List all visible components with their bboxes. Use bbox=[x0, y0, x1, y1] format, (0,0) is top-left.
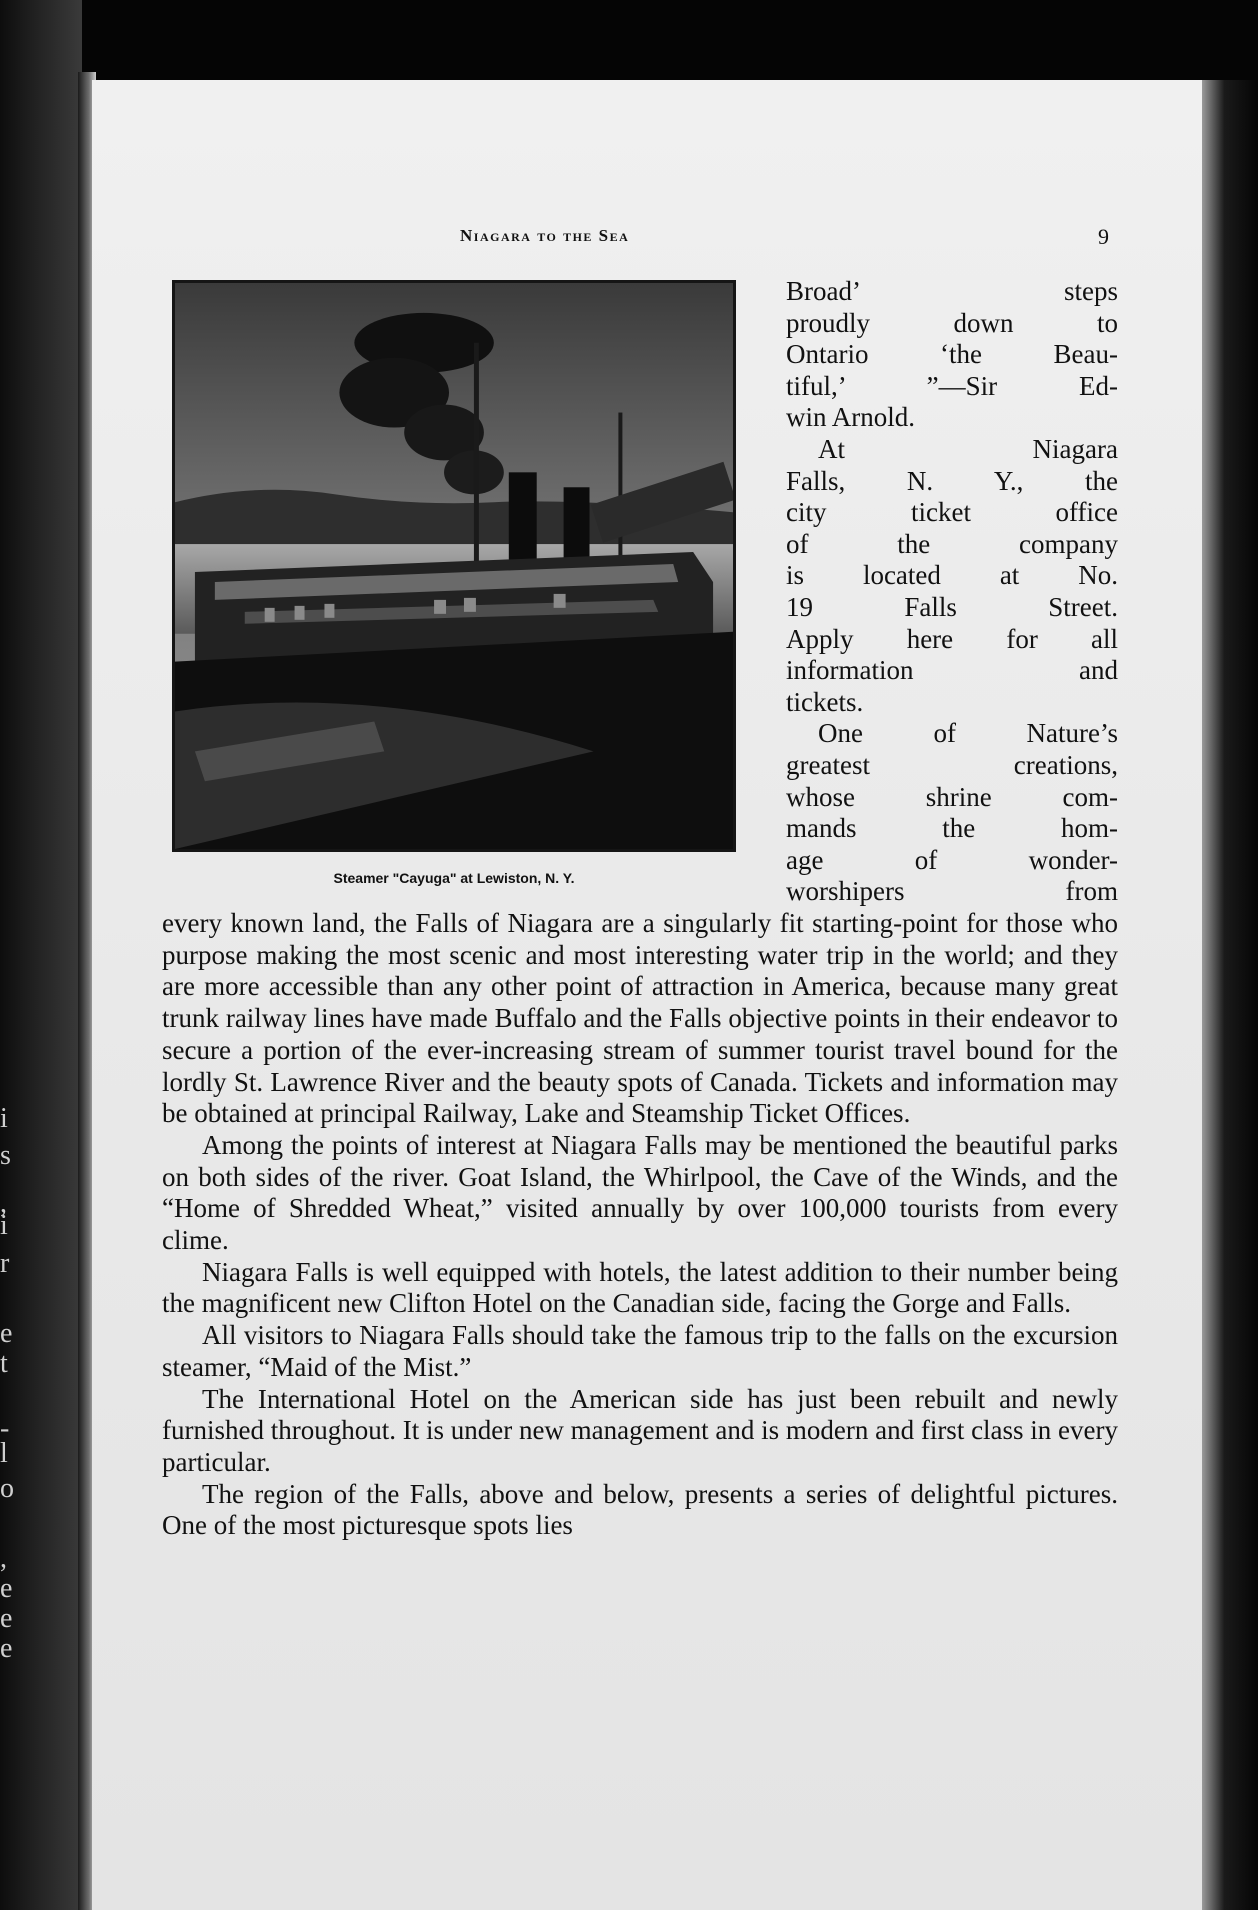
side-line: At Niagara bbox=[818, 433, 1118, 464]
facing-page-fragment: o bbox=[0, 1473, 14, 1504]
side-line: Apply here for all bbox=[786, 623, 1118, 654]
side-line: of the company bbox=[786, 528, 1118, 559]
paragraph: The region of the Falls, above and below, presents a series of delightful pictures. One of the most picturesque spots lies bbox=[162, 1478, 1118, 1541]
side-line: 19 Falls Street. bbox=[786, 591, 1118, 622]
facing-page-fragment: i bbox=[0, 1103, 8, 1134]
side-line: mands the hom- bbox=[786, 813, 1118, 844]
book-page bbox=[92, 80, 1202, 1910]
side-line: Falls, N. Y., the bbox=[786, 465, 1118, 496]
paragraph: every known land, the Falls of Niagara are a singularly fit starting-point for those who purpose making the most scenic and most interesting water trip in the world; and they are more accessible than any other point of attraction in America, because many great trunk railway lines have made Buffalo and the Falls objective points in their endeavor to secure a portion of the ever-increasing stream of summer tourist travel bound for the lordly St. Lawrence River and the beauty spots of Canada. Tickets and information may be obtained at principal Railway, Lake and Steamship Ticket Offices. bbox=[162, 908, 1118, 1129]
side-line: tiful,’ ”—Sir Ed- bbox=[786, 370, 1118, 401]
page-number: 9 bbox=[1098, 224, 1109, 249]
facing-page-fragment: , bbox=[0, 1543, 7, 1574]
facing-page-fragment: e bbox=[0, 1573, 13, 1604]
facing-page-fragment: l bbox=[0, 1438, 8, 1469]
side-line: city ticket office bbox=[786, 497, 1118, 528]
side-line: greatest creations, bbox=[786, 749, 1118, 780]
side-line: Ontario ‘the Beau- bbox=[786, 339, 1118, 370]
paragraph: Among the points of interest at Niagara Falls may be mentioned the beautiful parks on both sides of the river. Goat Island, the Whirlpool, the Cave of the Winds, and the “Home of Shredded Wheat,” visited annually by over 100,000 tourists from every clime. bbox=[162, 1129, 1118, 1256]
side-column bbox=[786, 276, 1118, 908]
steamer-photo bbox=[172, 280, 736, 852]
facing-page-fragment: r bbox=[0, 1248, 10, 1279]
facing-page-fragment: s bbox=[0, 1140, 11, 1171]
side-line: age of wonder- bbox=[786, 844, 1118, 875]
main-text bbox=[162, 908, 1118, 1542]
side-line: information and bbox=[786, 655, 1118, 686]
facing-page-fragment: - bbox=[0, 1413, 10, 1444]
facing-page-fragment: , bbox=[0, 1188, 7, 1219]
side-line: proudly down to bbox=[786, 307, 1118, 338]
page-right-edge bbox=[1202, 80, 1258, 1910]
facing-page-fragment: e bbox=[0, 1603, 13, 1634]
paragraph: Niagara Falls is well equipped with hotels, the latest addition to their number being the magnificent new Clifton Hotel on the Canadian side, facing the Gorge and Falls. bbox=[162, 1256, 1118, 1319]
facing-page-fragment: e bbox=[0, 1633, 13, 1664]
facing-page-fragment: t bbox=[0, 1348, 8, 1379]
side-line: One of Nature’s bbox=[818, 718, 1118, 749]
photo-caption: Steamer "Cayuga" at Lewiston, N. Y. bbox=[333, 870, 575, 886]
facing-page-fragment: i bbox=[0, 1210, 8, 1241]
side-line: worshipers from bbox=[786, 876, 1118, 907]
paragraph: The International Hotel on the American side has just been rebuilt and newly furnished throughout. It is under new management and is modern and first class in every particular. bbox=[162, 1383, 1119, 1477]
side-line: win Arnold. bbox=[786, 402, 916, 433]
facing-page-edge bbox=[0, 0, 82, 1910]
side-line: Broad’ steps bbox=[786, 276, 1118, 306]
side-line: is located at No. bbox=[786, 560, 1118, 591]
side-line: tickets. bbox=[786, 686, 864, 717]
side-line: whose shrine com- bbox=[786, 781, 1118, 812]
photo-image bbox=[175, 283, 733, 849]
facing-page-fragment: e bbox=[0, 1318, 13, 1349]
paragraph: All visitors to Niagara Falls should take the famous trip to the falls on the excursion steamer, “Maid of the Mist.” bbox=[162, 1320, 1118, 1382]
running-head: Niagara to the Sea bbox=[460, 226, 630, 245]
